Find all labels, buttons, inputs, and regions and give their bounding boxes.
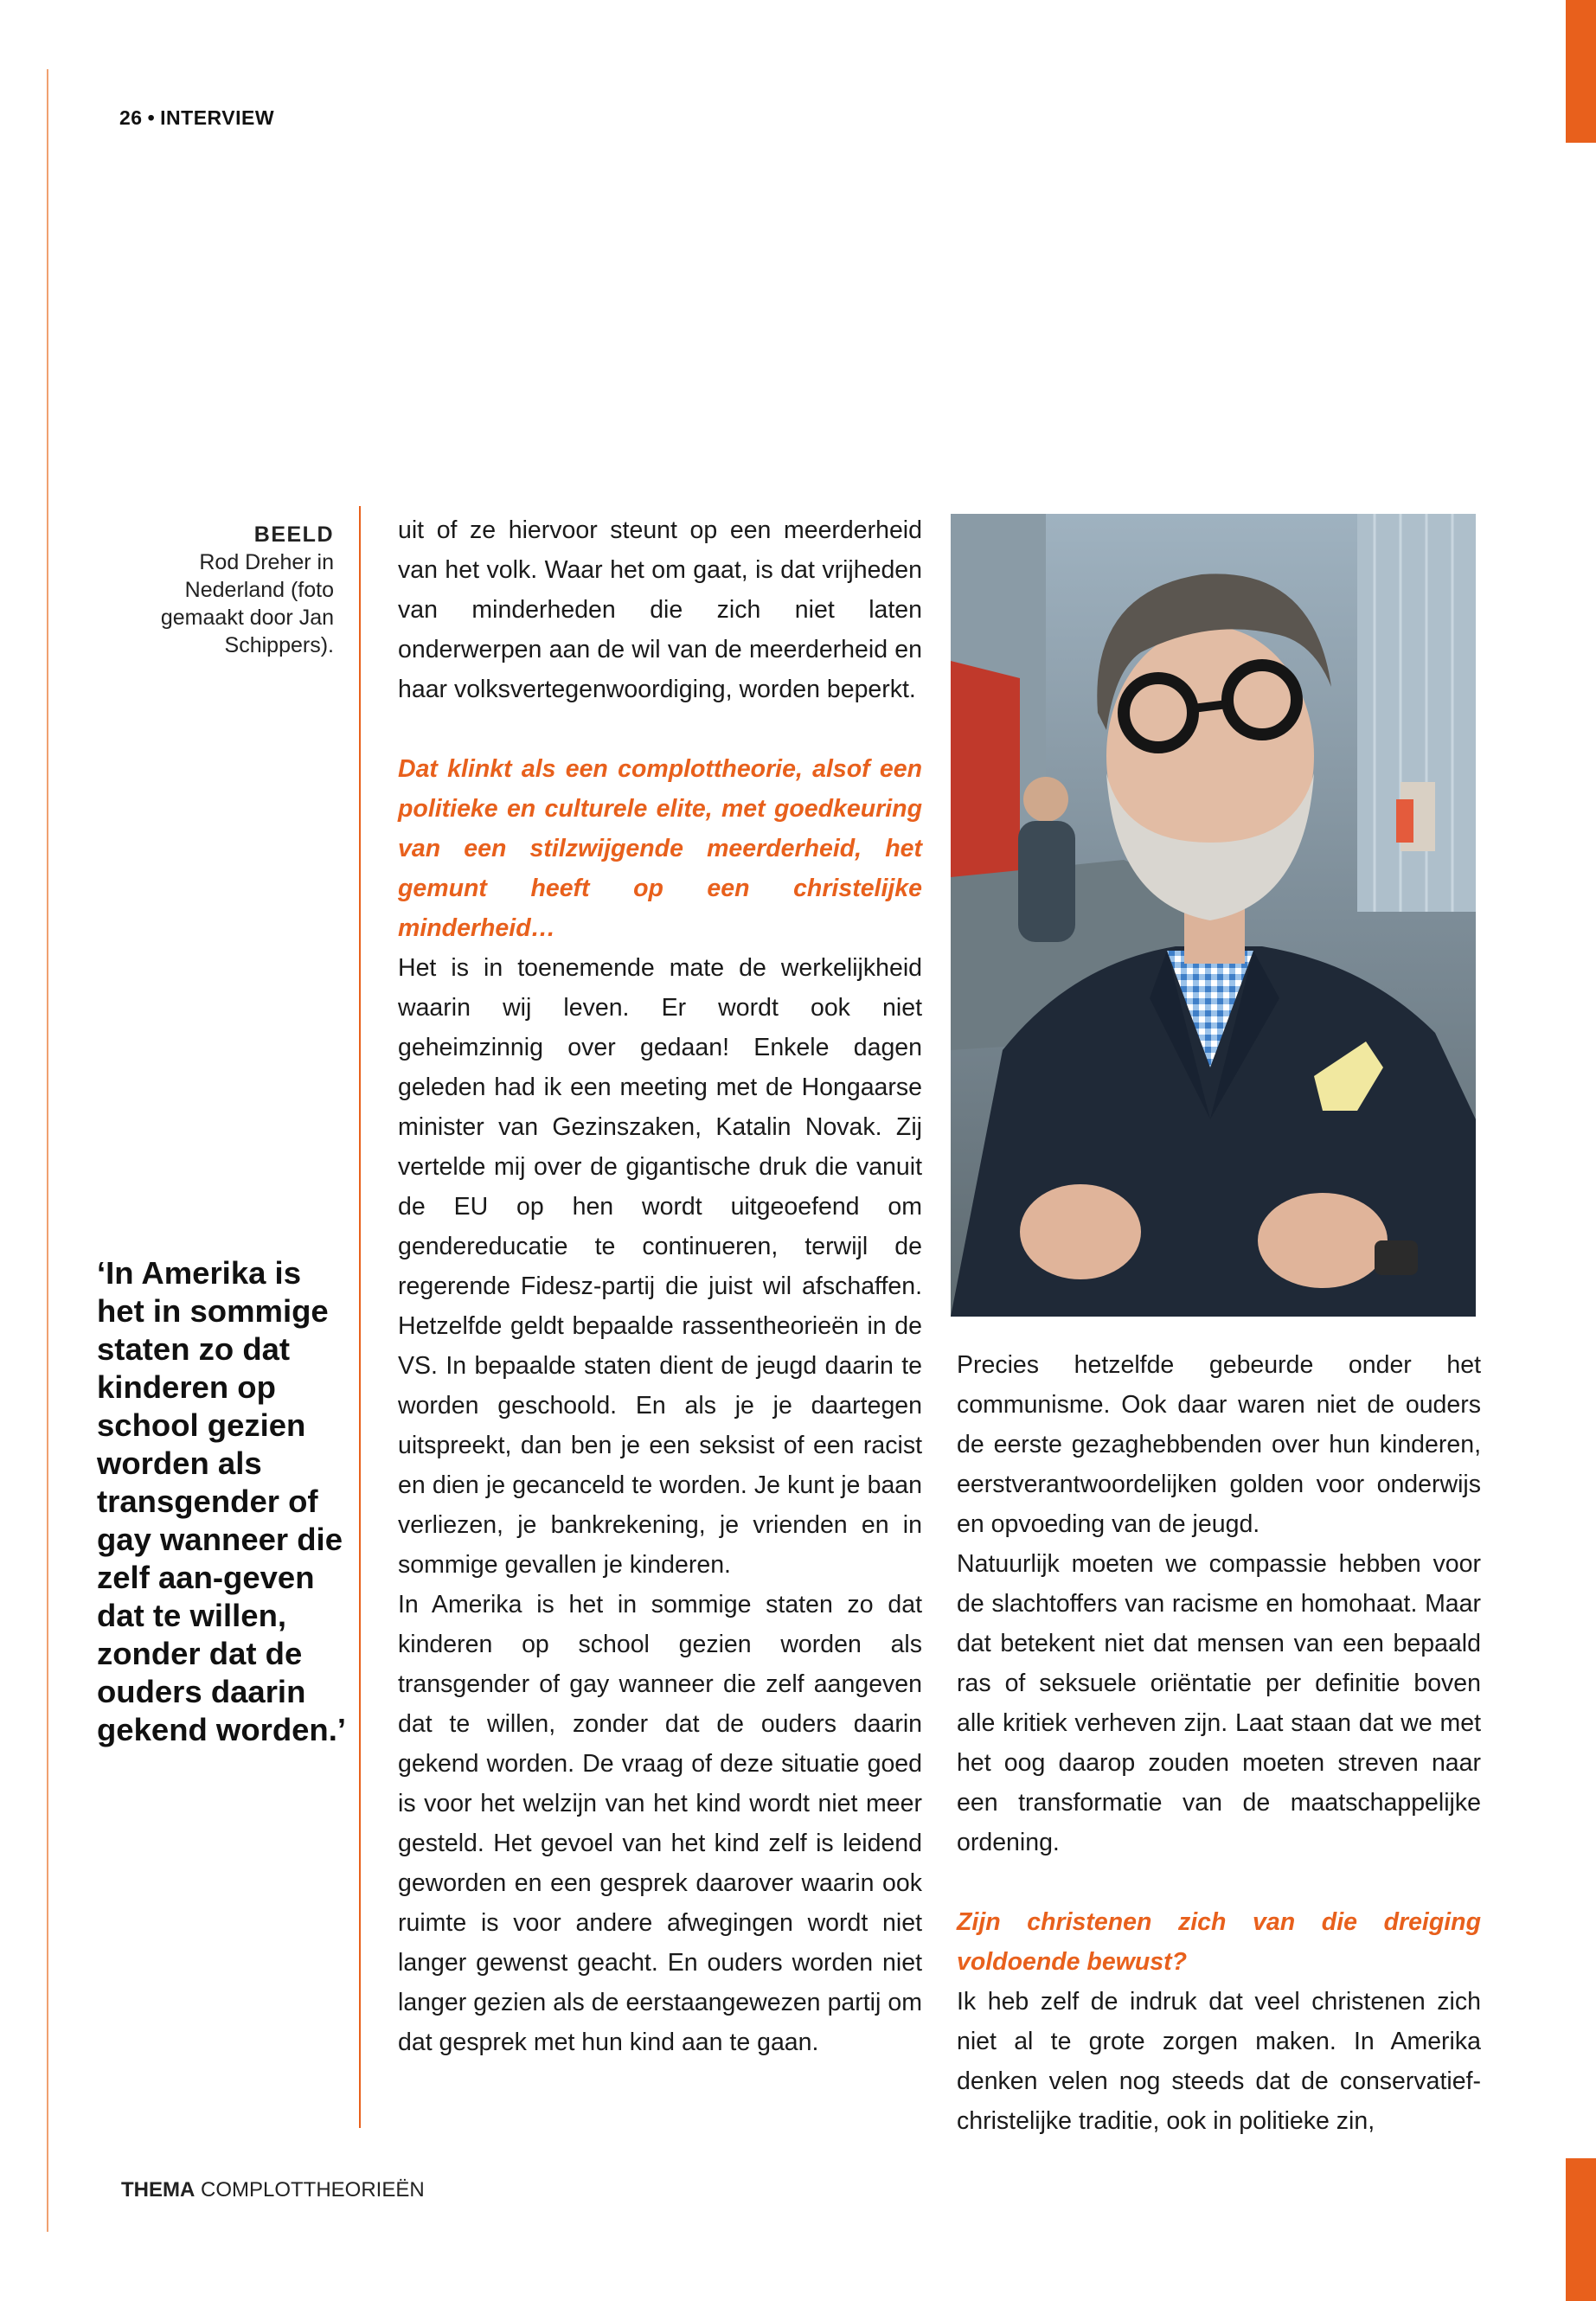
section-title: INTERVIEW [160, 106, 275, 129]
interview-question: Zijn christenen zich van die dreiging voldoende bewust? [957, 1908, 1481, 1976]
article-column-1 [398, 510, 922, 2062]
photo-caption [130, 521, 334, 659]
interview-question: Dat klinkt als een complottheorie, alsof een politieke en culturele elite, met goedkeuring van een stilzwijgende meerderheid, het gemunt heeft op een christelijke minderheid… [398, 755, 922, 942]
caption-label: BEELD [253, 522, 334, 547]
orange-edge-tab-bottom [1566, 2158, 1596, 2301]
footer-label: THEMA [121, 2178, 195, 2202]
paragraph: uit of ze hiervoor steunt op een meerderheid van het volk. Waar het om gaat, is dat vrijheden van minderheden die zich niet laten onderwerpen aan de wil van de meerderheid en haar volksvertegenwoordiging, worden beperkt. [398, 516, 922, 703]
page-number: 26 [119, 106, 143, 129]
page-footer [121, 2178, 425, 2202]
portrait-photo [951, 514, 1476, 1317]
paragraph: Het is in toenemende mate de werkelijkheid waarin wij leven. Er wordt ook niet geheimzinnig over gedaan! Enkele dagen geleden had ik een meeting met de Hongaarse minister van Gezinszaken, Katalin Novak. Zij vertelde mij over de gigantische druk die vanuit de EU op hen wordt uitgeoefend om gendereducatie te continueren, terwijl de regerende Fidesz-partij die juist wil afschaffen. Hetzelfde geldt bepaalde rassentheorieën in de VS. In bepaalde staten dient de jeugd daarin te worden geschoold. En als je je daartegen uitspreekt, dan ben je een seksist of een racist en dien je gecanceld te worden. Je kunt je baan verliezen, je bankrekening, je vrienden en in sommige gevallen je kinderen. [398, 954, 922, 1579]
caption-text: Rod Dreher in Nederland (foto gemaakt door Jan Schippers). [160, 550, 334, 657]
paragraph: Ik heb zelf de indruk dat veel christenen zich niet al te grote zorgen maken. In Amerika denken velen nog steeds dat de conservatief-christelijke traditie, ook in politieke zin, [957, 1988, 1481, 2135]
orange-edge-tab-top [1566, 0, 1596, 143]
header-separator: • [147, 106, 156, 129]
footer-topic: COMPLOTTHEORIEËN [201, 2178, 425, 2202]
pull-quote: ‘In Amerika is het in sommige staten zo dat kinderen op school gezien worden als transgender of gay wanneer die zelf aan-geven dat te willen, zonder dat de ouders daarin gekend worden.’ [97, 1255, 346, 1747]
paragraph: In Amerika is het in sommige staten zo dat kinderen op school gezien worden als transgender of gay wanneer die zelf aangeven dat te willen, zonder dat de ouders daarin gekend worden. De vraag of deze situatie goed is voor het welzijn van het kind wordt niet meer gesteld. Het gevoel van het kind zelf is leidend geworden en een gesprek daarover waarin ook ruimte is voor andere afwegingen wordt niet langer gewenst geacht. En ouders worden niet langer gezien als de eerstaangewezen partij om dat gesprek met hun kind aan te gaan. [398, 1591, 922, 2056]
paragraph: Precies hetzelfde gebeurde onder het communisme. Ook daar waren niet de ouders de eerste gezaghebbenden over hun kinderen, eerstverantwoordelijken golden voor onderwijs en opvoeding van de jeugd. [957, 1351, 1481, 1538]
paragraph: Natuurlijk moeten we compassie hebben voor de slachtoffers van racisme en homohaat. Maar dat betekent niet dat mensen van een bepaald ras of seksuele oriëntatie per definitie boven alle kritiek verheven zijn. Laat staan dat we met het oog daarop zouden moeten streven naar een transformatie van de maatschappelijke ordening. [957, 1550, 1481, 1856]
left-margin-rule [47, 69, 48, 2232]
column-divider-rule [359, 506, 361, 2128]
page-header [119, 106, 274, 130]
article-column-2 [957, 1345, 1481, 2141]
